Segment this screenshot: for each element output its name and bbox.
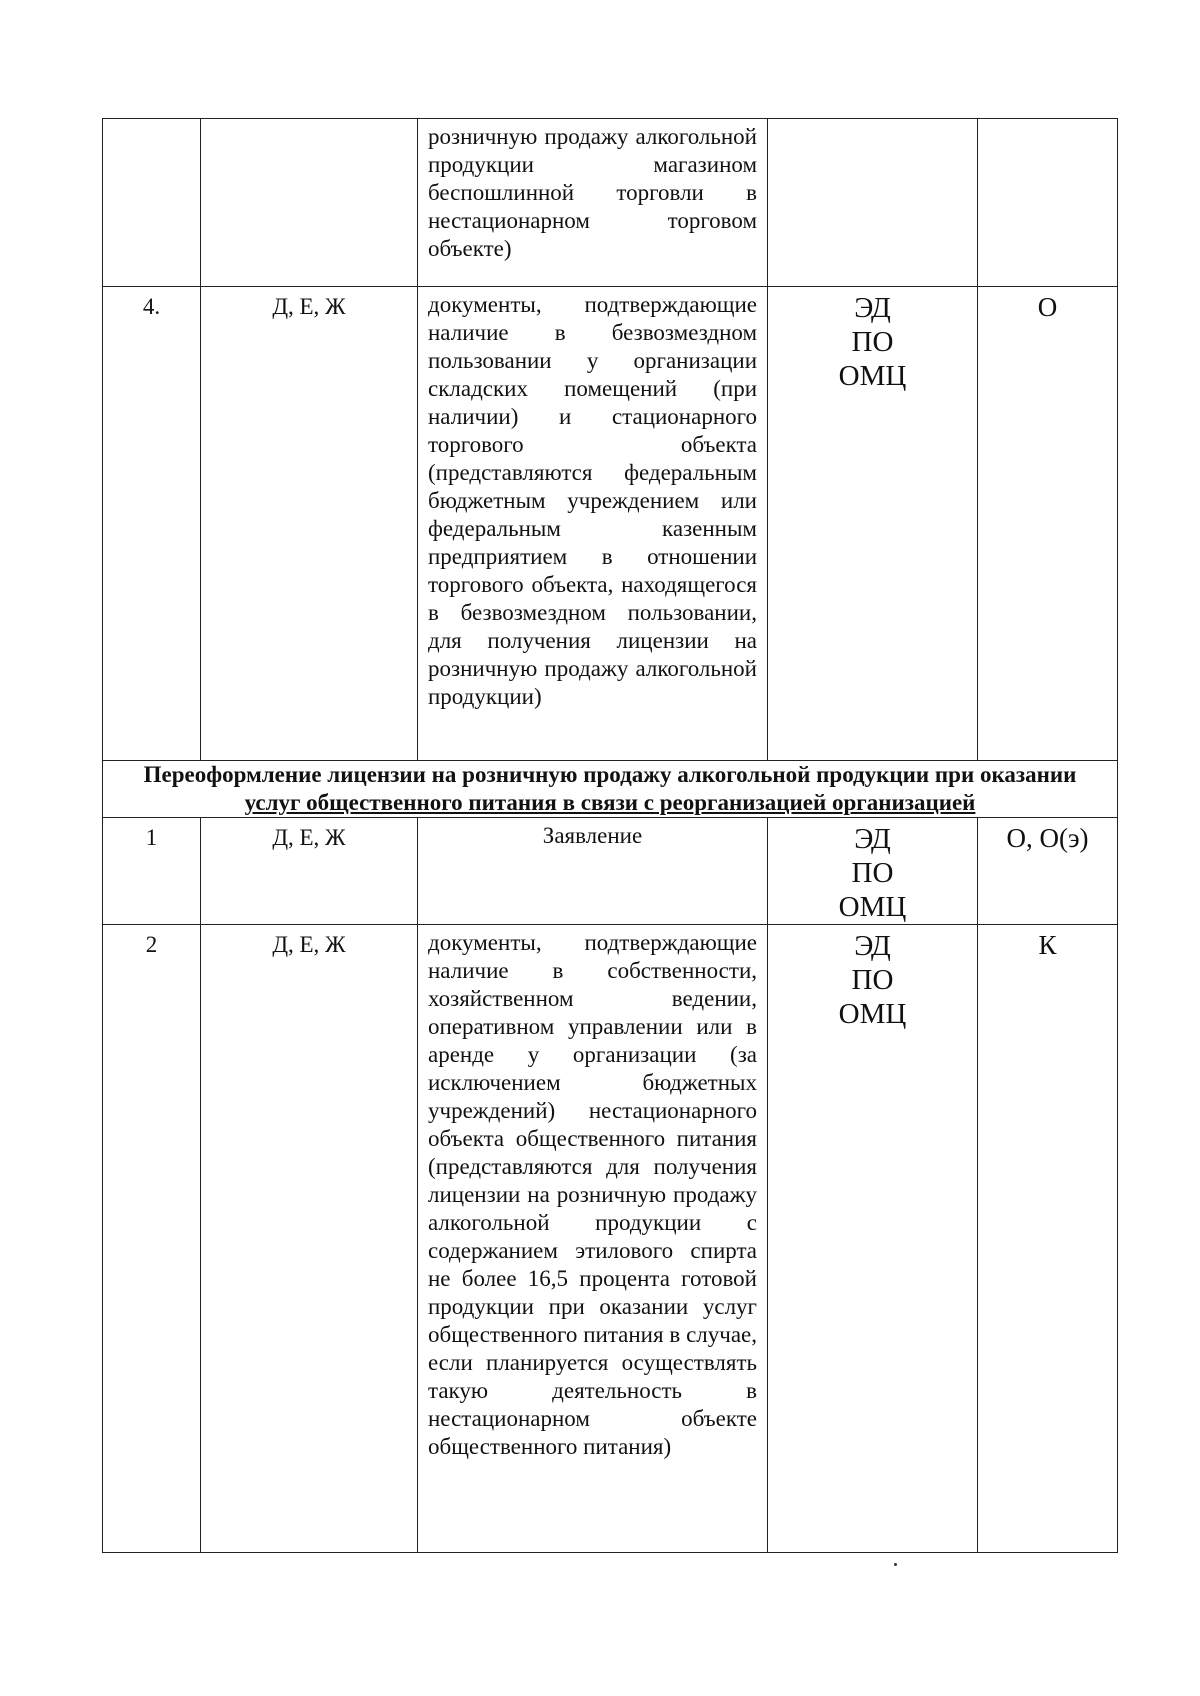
table-row <box>103 119 1118 287</box>
form-item: ПО <box>851 326 894 358</box>
row-categories: Д, Е, Ж <box>201 925 418 1553</box>
row-number: 4. <box>103 287 201 761</box>
form-item: ЭД <box>854 292 891 324</box>
row-requirement: О <box>978 287 1118 761</box>
form-item: ОМЦ <box>838 998 907 1030</box>
form-item: ПО <box>851 964 894 996</box>
section-heading-line-1: Переоформление лицензии на розничную продажу алкогольной продукции при оказании <box>143 762 1077 787</box>
row-number <box>103 119 201 287</box>
scan-speck <box>894 1563 897 1566</box>
row-categories: Д, Е, Ж <box>201 818 418 925</box>
row-description: розничную продажу алкогольной продукции магазином беспошлинной торговли в нестационарном торговом объекте) <box>418 119 768 287</box>
row-forms <box>768 818 978 925</box>
documents-table <box>102 118 1118 1553</box>
row-number: 2 <box>103 925 201 1553</box>
row-categories: Д, Е, Ж <box>201 287 418 761</box>
row-requirement: О, О(э) <box>978 818 1118 925</box>
form-item: ОМЦ <box>838 360 907 392</box>
table-row <box>103 287 1118 761</box>
section-heading-row <box>103 761 1118 818</box>
row-forms <box>768 925 978 1553</box>
row-number: 1 <box>103 818 201 925</box>
row-description: Заявление <box>418 818 768 925</box>
row-requirement <box>978 119 1118 287</box>
section-heading-line-2: услуг общественного питания в связи с реорганизацией организацией <box>244 790 976 815</box>
form-item: ЭД <box>854 823 891 855</box>
form-item: ЭД <box>854 930 891 962</box>
section-heading <box>103 761 1118 818</box>
form-item: ПО <box>851 857 894 889</box>
row-requirement: К <box>978 925 1118 1553</box>
row-categories <box>201 119 418 287</box>
form-item: ОМЦ <box>838 891 907 923</box>
table-row <box>103 818 1118 925</box>
row-description: документы, подтверждающие наличие в собственности, хозяйственном ведении, оперативном управлении или в аренде у организации (за исключением бюджетных учреждений) нестационарного объекта общественного питания (представляются для получения лицензии на розничную продажу алкогольной продукции с содержанием этилового спирта не более 16,5 процента готовой продукции при оказании услуг общественного питания в случае, если планируется осуществлять такую деятельность в нестационарном объекте общественного питания) <box>418 925 768 1553</box>
row-forms <box>768 287 978 761</box>
row-description: документы, подтверждающие наличие в безвозмездном пользовании у организации складских помещений (при наличии) и стационарного торгового объекта (представляются федеральным бюджетным учреждением или федеральным казенным предприятием в отношении торгового объекта, находящегося в безвозмездном пользовании, для получения лицензии на розничную продажу алкогольной продукции) <box>418 287 768 761</box>
row-forms <box>768 119 978 287</box>
table-row <box>103 925 1118 1553</box>
